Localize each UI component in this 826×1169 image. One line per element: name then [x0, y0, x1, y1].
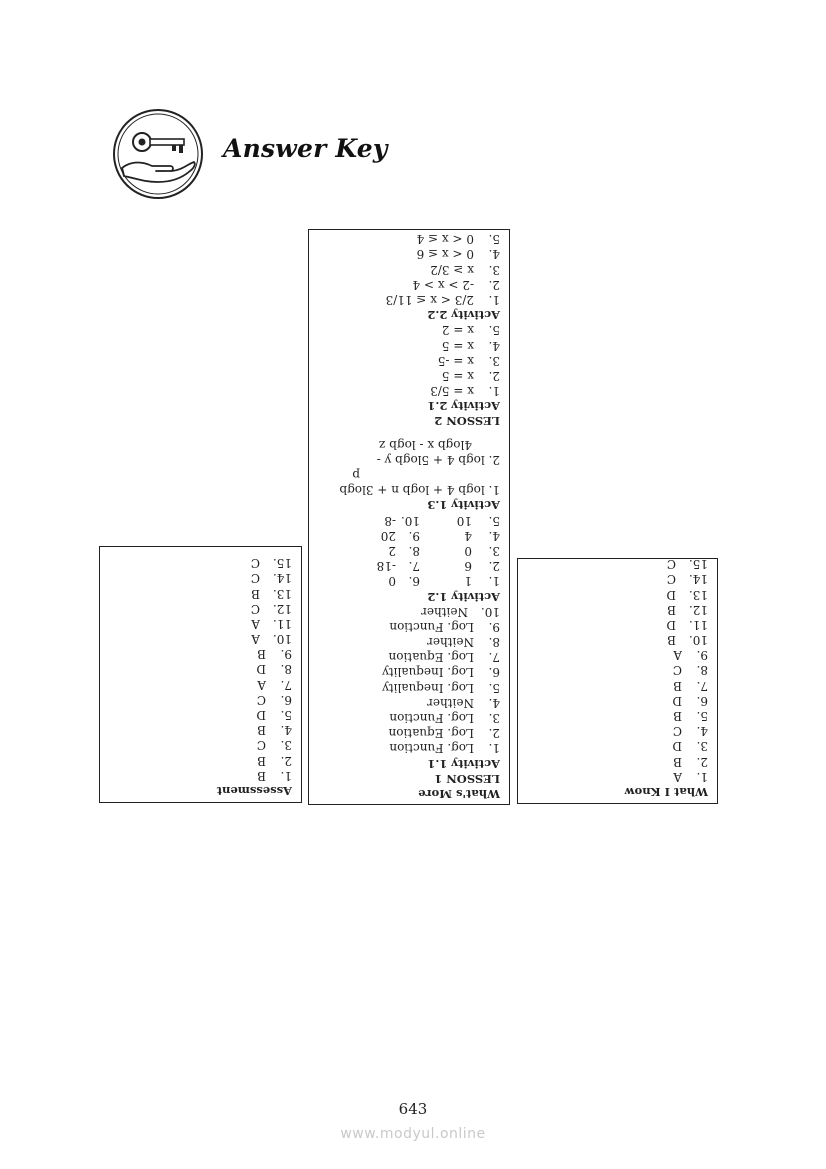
activity-1-1-item: [339, 725, 500, 740]
what-i-know-item-number: 12.: [688, 602, 708, 617]
activity-1-3-item-1: 1. logb 4 + logb n + 3logb: [339, 483, 500, 498]
activity-1-2-number: 6.: [408, 574, 420, 589]
assessment-item-number: 4.: [280, 723, 292, 738]
activity-2-1-item-answer: x = -5: [437, 353, 474, 368]
assessment-item: [217, 677, 292, 692]
activity-2-1-item: [339, 322, 500, 337]
assessment-item-number: 3.: [280, 738, 292, 753]
assessment-item: [217, 601, 292, 616]
assessment-item: [217, 722, 292, 737]
what-i-know-item: [625, 678, 708, 693]
assessment-item-number: 11.: [272, 616, 292, 631]
activity-1-2-number: 1.: [488, 574, 500, 589]
what-i-know-item-answer: D: [666, 617, 676, 632]
activity-2-2-item-number: 4.: [488, 247, 500, 262]
what-i-know-item: [625, 571, 708, 586]
activity-1-1-heading: Activity 1.1: [427, 756, 500, 771]
assessment-item-number: 1.: [280, 768, 292, 783]
assessment-item: [217, 768, 292, 783]
activity-1-2-number: 2.: [488, 559, 500, 574]
what-i-know-item-answer: D: [672, 739, 682, 754]
activity-1-1-item: [339, 634, 500, 649]
lesson-2-heading: LESSON 2: [434, 414, 500, 429]
what-i-know-item-number: 13.: [688, 587, 708, 602]
assessment-item: [217, 585, 292, 600]
activity-2-2-item-answer: 0 < x ≤ 4: [416, 232, 474, 247]
what-i-know-item-answer: C: [672, 663, 682, 678]
what-i-know-item-number: 2.: [696, 754, 708, 769]
what-i-know-item-answer: B: [673, 678, 682, 693]
what-i-know-item-number: 10.: [688, 633, 708, 648]
activity-2-1-item-answer: x = 5: [441, 338, 474, 353]
activity-1-1-item-number: 5.: [488, 680, 500, 695]
activity-1-2-answer: 6: [464, 559, 472, 574]
what-i-know-item: [625, 708, 708, 723]
assessment-item-number: 2.: [280, 753, 292, 768]
assessment-box: [99, 546, 302, 803]
activity-1-1-item-answer: Log. Equation: [388, 650, 474, 665]
activity-1-1-item-number: 2.: [488, 726, 500, 741]
activity-2-2-item-number: 2.: [488, 277, 500, 292]
activity-1-1-item: [339, 680, 500, 695]
what-i-know-box: [517, 558, 718, 804]
what-i-know-heading: What I Know: [624, 785, 708, 799]
activity-1-2-row: [339, 528, 500, 543]
activity-2-2-item-number: 5.: [488, 232, 500, 247]
activity-1-1-item-answer: Log. Inequality: [382, 680, 474, 695]
assessment-item: [217, 692, 292, 707]
what-i-know-item: [625, 723, 708, 738]
activity-1-1-item: [339, 604, 500, 619]
activity-2-2-item-answer: x ≥ 3/2: [430, 262, 474, 277]
activity-1-2-number: 5.: [488, 513, 500, 528]
assessment-item: [217, 737, 292, 752]
assessment-item-answer: A: [251, 616, 260, 631]
activity-1-2-answer: -18: [376, 559, 396, 574]
what-i-know-item: [625, 738, 708, 753]
activity-1-1-item-number: 8.: [488, 635, 500, 650]
assessment-item-number: 9.: [280, 647, 292, 662]
assessment-item-number: 14.: [272, 571, 292, 586]
what-i-know-item: [625, 662, 708, 677]
activity-1-2-answer: 20: [380, 528, 396, 543]
activity-1-1-item-answer: Neither: [427, 695, 474, 710]
what-i-know-item-number: 3.: [696, 739, 708, 754]
assessment-item-answer: C: [250, 571, 260, 586]
activity-1-2-answer: 1: [464, 574, 472, 589]
activity-1-1-item-number: 9.: [488, 619, 500, 634]
activity-1-2-answer: 0: [464, 544, 472, 558]
assessment-item-number: 13.: [272, 586, 292, 601]
activity-1-2-row: [339, 512, 500, 527]
activity-1-1-item: [339, 740, 500, 755]
what-i-know-item: [625, 753, 708, 768]
what-i-know-item-number: 15.: [688, 557, 708, 572]
what-i-know-item-answer: C: [666, 572, 676, 587]
activity-2-2-item-answer: 0 < x ≤ 6: [416, 247, 474, 262]
activity-1-2-number: 7.: [408, 559, 420, 574]
whats-more-heading: What's More: [418, 787, 500, 801]
activity-1-1-item: [339, 649, 500, 664]
activity-1-1-item: [339, 619, 500, 634]
assessment-item-answer: C: [256, 692, 266, 707]
assessment-item: [217, 661, 292, 676]
assessment-item: [217, 707, 292, 722]
activity-2-2-item-number: 3.: [488, 262, 500, 277]
activity-1-2-row: [339, 573, 500, 588]
activity-1-3-item-1-cont: p: [352, 468, 360, 483]
whats-more-box: [308, 229, 510, 805]
activity-1-3-item-2: 2. logb 4 + 5logb y -: [376, 452, 500, 467]
what-i-know-item-answer: C: [666, 557, 676, 572]
answer-key-logo-icon: [112, 108, 204, 200]
what-i-know-item-answer: D: [672, 693, 682, 708]
what-i-know-item: [625, 647, 708, 662]
assessment-item-answer: A: [251, 632, 260, 647]
page-title: Answer Key: [223, 134, 388, 163]
activity-1-2-answer: 4: [464, 528, 472, 543]
activity-2-1-item-answer: x = 5: [441, 368, 474, 383]
assessment-item: [217, 646, 292, 661]
lesson-1-heading: LESSON 1: [434, 771, 500, 786]
activity-1-1-item: [339, 695, 500, 710]
assessment-item-answer: C: [250, 601, 260, 616]
watermark: www.modyul.online: [340, 1126, 486, 1142]
page-number: 643: [398, 1100, 428, 1118]
assessment-item-answer: C: [256, 738, 266, 753]
assessment-item-answer: B: [257, 647, 266, 662]
assessment-item: [217, 631, 292, 646]
assessment-item-number: 7.: [280, 677, 292, 692]
what-i-know-item: [625, 617, 708, 632]
activity-1-1-item-answer: Log. Function: [389, 711, 474, 726]
what-i-know-item-number: 9.: [696, 648, 708, 663]
activity-2-2-item: [339, 246, 500, 261]
activity-1-2-answer: 0: [388, 574, 396, 589]
what-i-know-item: [625, 586, 708, 601]
activity-1-2-number: 4.: [488, 528, 500, 543]
activity-2-2-item-answer: -2 > x > 4: [412, 277, 474, 292]
activity-1-1-item-answer: Neither: [421, 604, 468, 619]
activity-2-1-item: [339, 337, 500, 352]
activity-2-2-item: [339, 231, 500, 246]
what-i-know-item-answer: B: [667, 602, 676, 617]
activity-2-1-item-number: 5.: [488, 323, 500, 338]
assessment-item-answer: C: [250, 556, 260, 571]
what-i-know-item-answer: A: [673, 769, 682, 784]
activity-1-3-heading: Activity 1.3: [427, 498, 500, 513]
activity-1-1-item-number: 7.: [488, 650, 500, 665]
activity-2-1-heading: Activity 2.1: [427, 399, 500, 414]
activity-2-1-item-number: 4.: [488, 338, 500, 353]
activity-2-2-item: [339, 277, 500, 292]
activity-1-2-number: 3.: [488, 544, 500, 558]
assessment-item-answer: B: [251, 586, 260, 601]
assessment-item-number: 6.: [280, 692, 292, 707]
what-i-know-item-answer: B: [673, 709, 682, 724]
what-i-know-item-number: 7.: [696, 678, 708, 693]
activity-1-2-row: [339, 543, 500, 558]
activity-1-3-item-2-cont: 4logb x - logb z: [379, 437, 472, 452]
assessment-item-answer: D: [256, 708, 266, 723]
activity-1-1-item: [339, 710, 500, 725]
activity-1-1-item-number: 4.: [488, 695, 500, 710]
activity-1-1-item-number: 6.: [488, 665, 500, 680]
activity-1-1-item: [339, 664, 500, 679]
activity-1-2-answer: 2: [388, 544, 396, 558]
assessment-item-number: 8.: [280, 662, 292, 677]
assessment-item-answer: A: [257, 677, 266, 692]
activity-2-1-item-number: 2.: [488, 368, 500, 383]
what-i-know-item-number: 5.: [696, 709, 708, 724]
what-i-know-item-number: 8.: [696, 663, 708, 678]
activity-1-1-item-answer: Log. Equation: [388, 726, 474, 741]
activity-2-1-item: [339, 383, 500, 398]
activity-1-1-item-answer: Neither: [427, 635, 474, 650]
activity-1-1-item-answer: Log. Function: [389, 741, 474, 756]
activity-2-1-item-number: 1.: [488, 384, 500, 399]
activity-1-1-item-answer: Log. Inequality: [382, 665, 474, 680]
activity-2-2-item: [339, 261, 500, 276]
what-i-know-item-answer: D: [666, 587, 676, 602]
what-i-know-item-answer: B: [667, 633, 676, 648]
activity-1-2-number: 9.: [408, 528, 420, 543]
assessment-item-number: 12.: [272, 601, 292, 616]
activity-1-1-item-number: 3.: [488, 711, 500, 726]
assessment-heading: Assessment: [216, 784, 292, 798]
assessment-item-number: 10.: [272, 632, 292, 647]
assessment-item-answer: B: [257, 753, 266, 768]
activity-2-2-item: [339, 292, 500, 307]
assessment-item: [217, 752, 292, 767]
assessment-item-answer: D: [256, 662, 266, 677]
assessment-item-answer: B: [257, 723, 266, 738]
activity-2-1-item: [339, 353, 500, 368]
assessment-item: [217, 616, 292, 631]
activity-1-1-item-answer: Log. Function: [389, 619, 474, 634]
activity-1-2-answer: 10: [456, 513, 472, 528]
activity-2-2-item-answer: 2/3 < x ≤ 11/3: [385, 293, 474, 307]
what-i-know-item: [625, 556, 708, 571]
what-i-know-item: [625, 769, 708, 784]
assessment-item-number: 5.: [280, 708, 292, 723]
what-i-know-item-number: 1.: [696, 769, 708, 784]
what-i-know-item: [625, 602, 708, 617]
activity-1-2-number: 8.: [408, 544, 420, 558]
activity-1-2-heading: Activity 1.2: [427, 589, 500, 604]
what-i-know-item-number: 11.: [688, 617, 708, 632]
activity-2-2-item-number: 1.: [488, 293, 500, 307]
activity-2-1-item-number: 3.: [488, 353, 500, 368]
what-i-know-item-answer: B: [673, 754, 682, 769]
assessment-item-answer: B: [257, 768, 266, 783]
activity-1-1-item-number: 1.: [488, 741, 500, 756]
what-i-know-item-answer: C: [672, 724, 682, 739]
activity-2-1-item-answer: x = 5/3: [430, 384, 474, 399]
what-i-know-item-number: 4.: [696, 724, 708, 739]
activity-1-2-number: 10.: [400, 513, 420, 528]
what-i-know-item: [625, 693, 708, 708]
what-i-know-item-answer: A: [673, 648, 682, 663]
what-i-know-item: [625, 632, 708, 647]
assessment-item-number: 15.: [272, 556, 292, 571]
assessment-item: [217, 570, 292, 585]
activity-1-2-row: [339, 558, 500, 573]
activity-2-2-heading: Activity 2.2: [427, 308, 500, 323]
what-i-know-item-number: 14.: [688, 572, 708, 587]
assessment-item: [217, 555, 292, 570]
activity-1-2-answer: -8: [384, 513, 396, 528]
activity-1-1-item-number: 10.: [480, 604, 500, 619]
activity-2-1-item-answer: x = 2: [441, 323, 474, 338]
activity-2-1-item: [339, 368, 500, 383]
what-i-know-item-number: 6.: [696, 693, 708, 708]
